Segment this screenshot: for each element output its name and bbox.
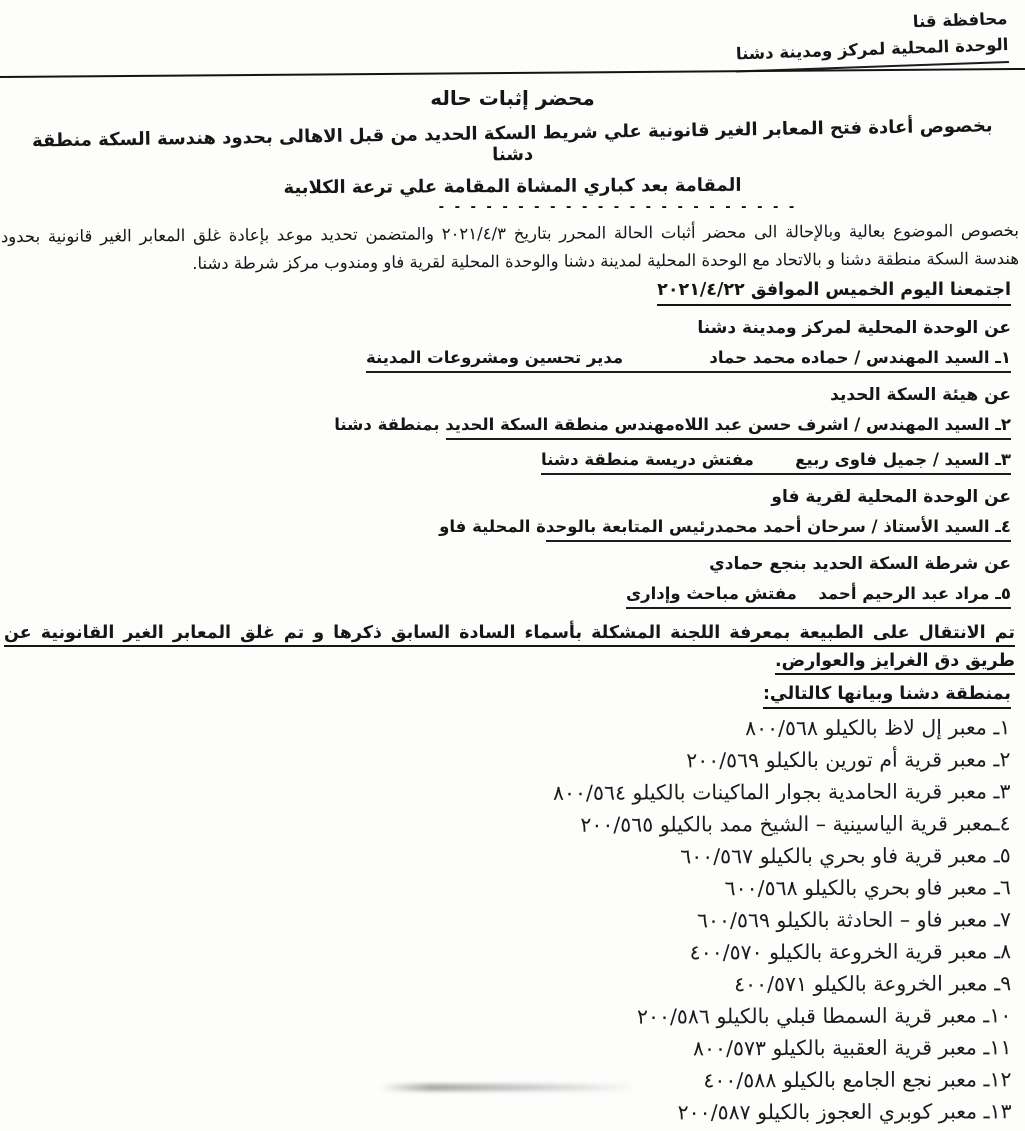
member-row: [334, 414, 1011, 440]
member-name: ٢ـ السيد المهندس / اشرف حسن عبد اللاه: [674, 414, 1011, 434]
subject-line-1: بخصوص أعادة فتح المعابر الغير قانونية علي شريط السكة الحديد من قبل الاهالى بحدود هندسة السكة منطقة دشنا: [31, 115, 993, 166]
document-title: محضر إثبات حاله: [430, 85, 595, 110]
section-header-railway-authority: عن هيئة السكة الحديد: [830, 384, 1011, 405]
action-paragraph: تم الانتقال على الطبيعة بمعرفة اللجنة المشكلة بأسماء السادة السابق ذكرها و تم غلق المعابر الغير القانونية عن طريق دق الغرايز والعوارض.: [4, 622, 1015, 671]
list-intro-wrap: [14, 684, 1011, 709]
list-intro: بمنطقة دشنا وبيانها كالتالي:: [763, 684, 1011, 709]
intro-paragraph: بخصوص الموضوع بعالية وبالإحالة الى محضر أثبات الحالة المحرر بتاريخ ٢٠٢١/٤/٣ والمتضمن تحديد موعد بإعادة غلق المعابر الغير قانونية بحدود هندسة السكة منطقة دشنا و بالاتحاد مع الوحدة المحلية لمدينة دشنا والوحدة المحلية لقرية فاو ومندوب مركز شرطة دشنا.: [0, 220, 1020, 274]
member-row: [541, 450, 1011, 475]
member-role: مفتش مباحث وإدارى: [626, 583, 797, 603]
letterhead-unit: الوحدة المحلية لمركز ومدينة دشنا: [736, 32, 1009, 72]
crossing-item: ٣ـ معبر قرية الحامدية بجوار الماكينات بالكيلو ٨٠٠/٥٦٤: [552, 779, 1011, 806]
crossing-item: ١ـ معبر إل لاظ بالكيلو ٨٠٠/٥٦٨: [745, 715, 1011, 741]
member-name: ٣ـ السيد / جميل فاوى ربيع: [795, 449, 1011, 469]
member-role: مفتش دريسة منطقة دشنا: [541, 449, 754, 469]
subject-line-2: المقامة بعد كباري المشاة المقامة علي ترعة الكلابية: [283, 174, 742, 198]
meeting-line: اجتمعنا اليوم الخميس الموافق ٢٠٢١/٤/٢٢: [657, 280, 1011, 306]
crossing-item: ٩ـ معبر الخروعة بالكيلو ٤٠٠/٥٧١: [734, 971, 1012, 997]
meeting-line-wrap: [14, 280, 1011, 306]
dashed-separator: - - - - - - - - - - - - - - - - - - - - - - -: [438, 199, 797, 215]
member-role: مهندس منطقة السكة الحديد بمنطقة دشنا: [334, 414, 675, 434]
crossing-item: ٧ـ معبر فاو – الحادثة بالكيلو ٦٠٠/٥٦٩: [696, 907, 1012, 933]
member-name: ١ـ السيد المهندس / حماده محمد حماد: [709, 347, 1011, 367]
member-name: ٥ـ مراد عبد الرحيم أحمد: [818, 583, 1011, 603]
crossing-item: ٦ـ معبر فاو بحري بالكيلو ٦٠٠/٥٦٨: [724, 875, 1011, 901]
crossing-item: ١٠ـ معبر قرية السمطا قبلي بالكيلو ٢٠٠/٥٨٦: [636, 1003, 1012, 1029]
crossing-item: ١٢ـ معبر نجع الجامع بالكيلو ٤٠٠/٥٨٨: [703, 1067, 1012, 1093]
crossing-item: ٢ـ معبر قرية أم تورين بالكيلو ٢٠٠/٥٦٩: [686, 747, 1011, 773]
member-role: رئيس المتابعة بالوحدة المحلية فاو: [439, 516, 715, 536]
crossing-item: ٨ـ معبر قرية الخروعة بالكيلو ٤٠٠/٥٧٠: [689, 939, 1012, 965]
crossing-item: ٤ـمعبر قرية الياسينية – الشيخ ممد بالكيلو ٢٠٠/٥٦٥: [580, 811, 1011, 837]
section-header-railway-police: عن شرطة السكة الحديد بنجع حمادي: [709, 553, 1011, 574]
letterhead: [15, 6, 1009, 97]
section-header-local-unit-dishna: عن الوحدة المحلية لمركز ومدينة دشنا: [697, 317, 1011, 338]
member-role: مدير تحسين ومشروعات المدينة: [366, 347, 624, 367]
member-row: [439, 516, 1011, 542]
cutoff-scan-artifact: [380, 1084, 640, 1091]
crossing-item: ٥ـ معبر قرية فاو بحري بالكيلو ٦٠٠/٥٦٧: [680, 843, 1011, 869]
crossing-item: ١٣ـ معبر كوبري العجوز بالكيلو ٢٠٠/٥٨٧: [677, 1099, 1012, 1125]
section-header-local-unit-faw: عن الوحدة المحلية لقرية فاو: [771, 486, 1011, 507]
member-name: ٤ـ السيد الأستاذ / سرحان أحمد محمد: [714, 516, 1011, 536]
member-row: [366, 348, 1011, 373]
letterhead-governorate: محافظة قنا: [912, 8, 1008, 32]
crossing-item: ١١ـ معبر قرية العقبية بالكيلو ٨٠٠/٥٧٣: [692, 1035, 1012, 1061]
member-row: [626, 584, 1011, 609]
crossings-list: [13, 711, 1011, 1130]
